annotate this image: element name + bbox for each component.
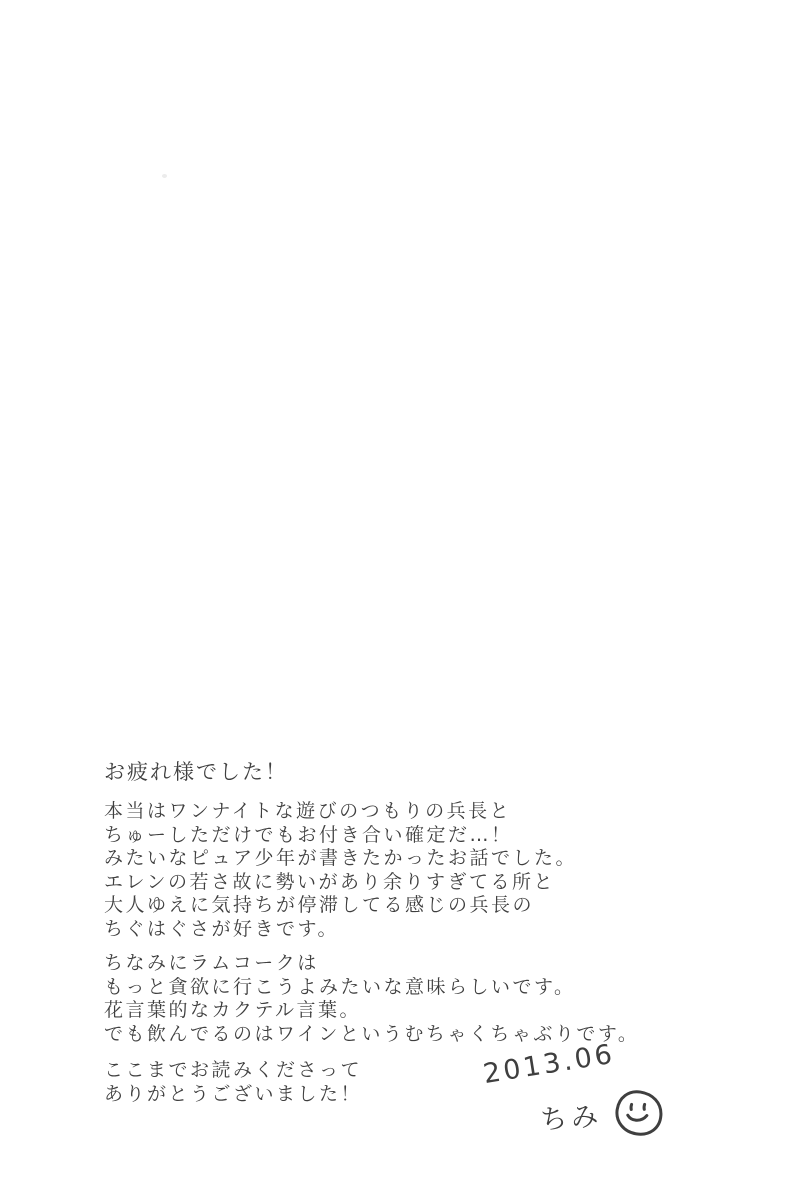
smiley-right-eye: [644, 1104, 645, 1109]
afterword-paragraph-1: [104, 800, 577, 941]
signature-name: ちみ: [539, 1100, 604, 1137]
smiley-mouth: [628, 1114, 647, 1121]
handwritten-line: 花言葉的なカクテル言葉。: [104, 999, 362, 1021]
smiley-outline: [616, 1090, 663, 1135]
handwritten-line: ちなみにラムコークは: [104, 952, 319, 974]
afterword-greeting: お疲れ様でした！: [104, 760, 288, 784]
handwritten-line: ここまでお読みくださって: [104, 1059, 363, 1081]
handwritten-line: でも飲んでるのはワインというむちゃくちゃぶりです。: [104, 1022, 640, 1045]
handwritten-line: 本当はワンナイトな遊びのつもりの兵長と: [104, 800, 512, 822]
handwritten-line: みたいなピュア少年が書きたかったお話でした。: [104, 847, 578, 869]
handwritten-line: ちぐはぐさが好きです。: [104, 917, 339, 940]
smiley-left-eye: [631, 1104, 632, 1109]
handwritten-line: ありがとうございました！: [104, 1082, 363, 1105]
afterword-paragraph-2: [104, 952, 639, 1046]
signature-date: 2013.06: [481, 1038, 618, 1090]
handwritten-line: エレンの若さ故に勢いがあり余りすぎてる所と: [104, 870, 556, 893]
smiley-face-icon: [611, 1086, 666, 1140]
afterword-paragraph-3: [104, 1059, 362, 1106]
handwritten-line: ちゅーしただけでもお付き合い確定だ…！: [104, 823, 513, 846]
handwritten-line: もっと貪欲に行こうよみたいな意味らしいです。: [104, 975, 576, 998]
handwritten-line: 大人ゆえに気持ちが停滞してる感じの兵長の: [104, 894, 535, 916]
scan-artifact-speck: [162, 174, 167, 178]
